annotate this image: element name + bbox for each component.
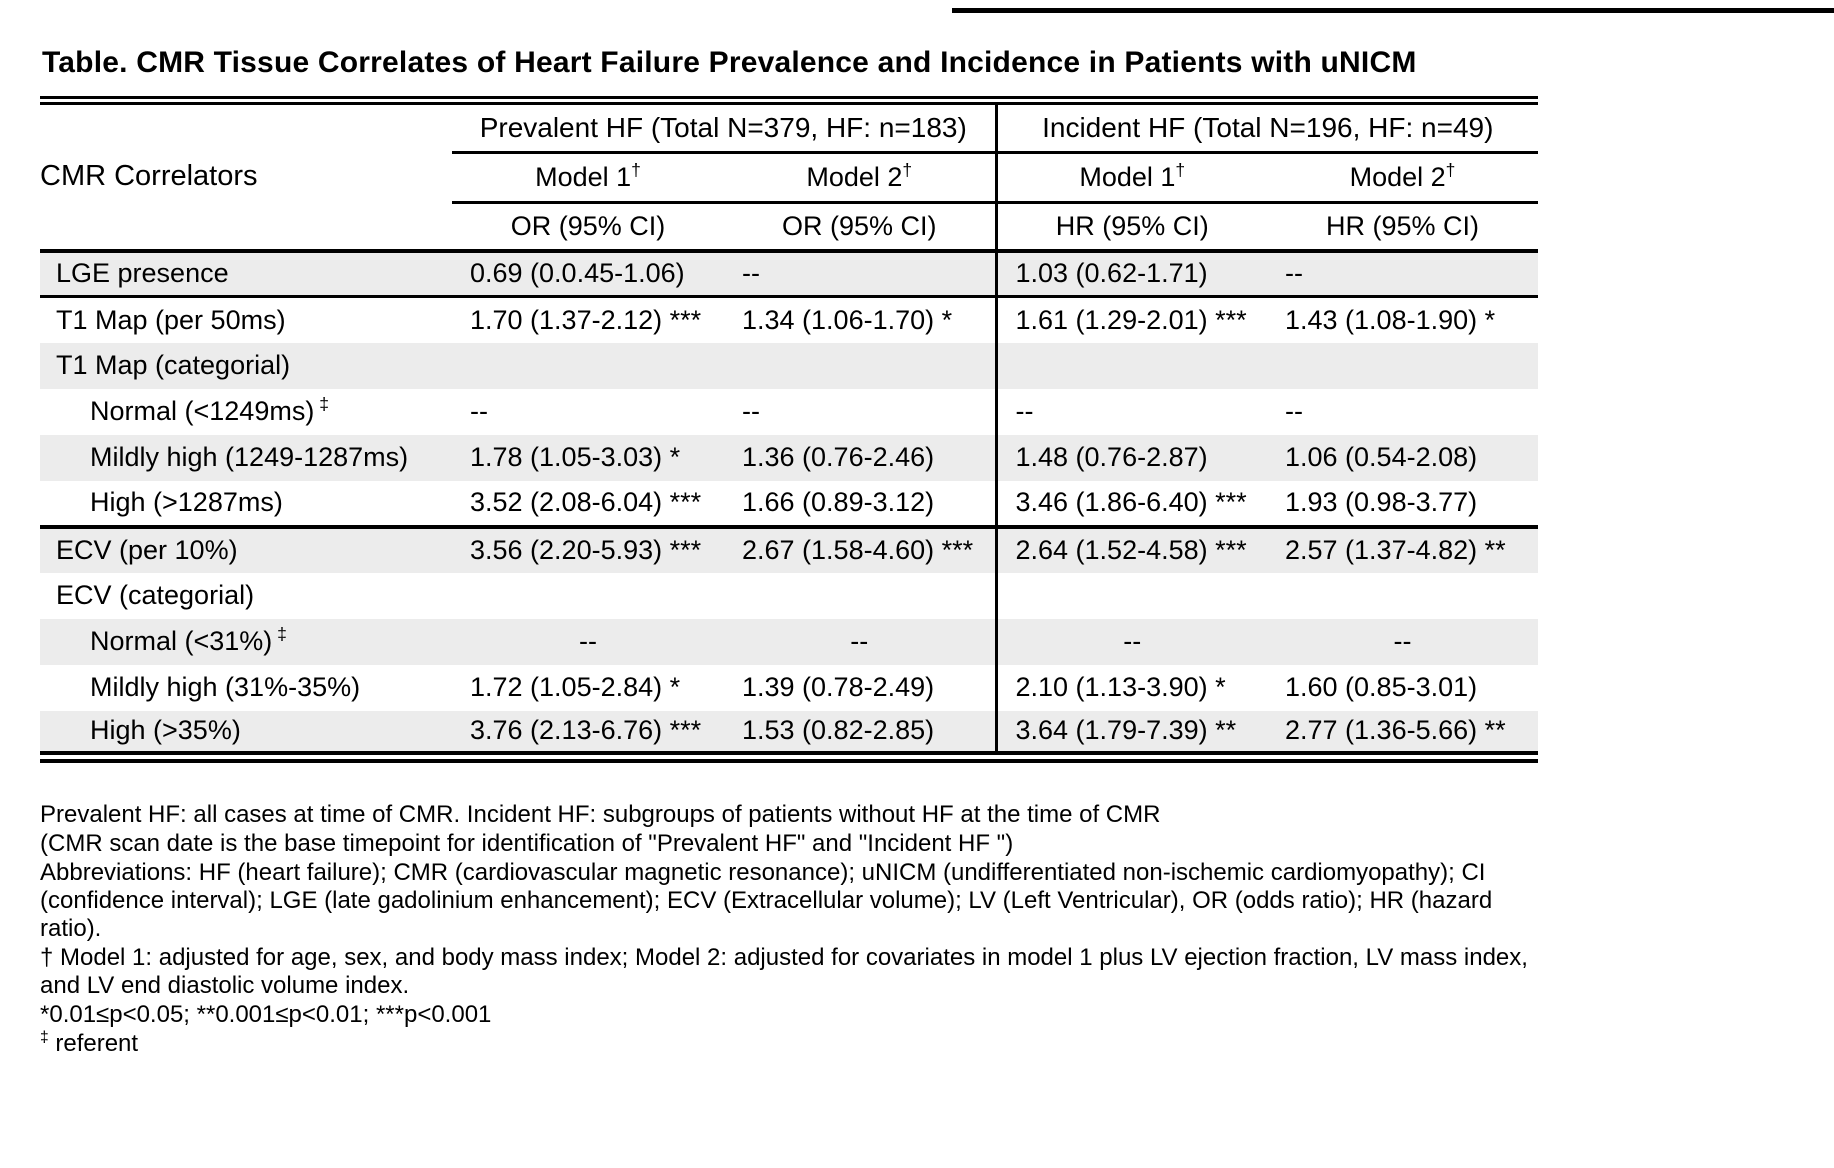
footnote-line-referent	[40, 1030, 1560, 1058]
table-row	[40, 711, 1538, 757]
value-cell: 1.34 (1.06-1.70) *	[742, 304, 953, 335]
value-cell: 1.06 (0.54-2.08)	[1267, 435, 1538, 481]
row-label: Normal (<1249ms) ‡	[90, 394, 329, 426]
footnote-line: (CMR scan date is the base timepoint for identification of "Prevalent HF" and "Incident HF ")	[40, 829, 1014, 857]
value-cell	[452, 573, 724, 619]
value-cell: 2.67 (1.58-4.60) ***	[724, 527, 996, 573]
footnote-line: Prevalent HF: all cases at time of CMR. Incident HF: subgroups of patients without HF at the time of CMR	[40, 800, 1161, 828]
double-dagger-symbol: ‡	[40, 1029, 49, 1047]
dagger-symbol: †	[1175, 160, 1186, 180]
value-cell: 1.43 (1.08-1.90) *	[1285, 304, 1496, 335]
group-header-row	[40, 101, 1538, 153]
measure-header-hr-1: HR (95% CI)	[996, 203, 1267, 251]
value-cell	[724, 573, 996, 619]
value-cell	[724, 343, 996, 389]
value-cell: 1.48 (0.76-2.87)	[996, 435, 1267, 481]
table-body	[40, 251, 1538, 757]
footnote-line: *0.01≤p<0.05; **0.001≤p<0.01; ***p<0.001	[40, 1001, 492, 1029]
value-cell: --	[1285, 396, 1303, 426]
dagger-symbol: †	[902, 160, 913, 180]
corner-header-cmr-correlators: CMR Correlators	[40, 101, 452, 251]
measure-header-hr-2: HR (95% CI)	[1267, 203, 1538, 251]
value-cell: 1.78 (1.05-3.03) *	[452, 435, 724, 481]
row-label: ECV (per 10%)	[40, 527, 452, 573]
value-cell	[996, 343, 1267, 389]
group-header-prevalent-hf: Prevalent HF (Total N=379, HF: n=183)	[452, 101, 996, 153]
value-cell: 2.64 (1.52-4.58) ***	[996, 527, 1267, 573]
model-header-prevalent-2	[724, 153, 996, 203]
value-cell	[1267, 573, 1538, 619]
table-title: Table. CMR Tissue Correlates of Heart Failure Prevalence and Incidence in Patients with uNICM	[42, 46, 1417, 79]
row-label: High (>35%)	[40, 711, 452, 757]
model-label: Model 1	[1079, 162, 1176, 192]
value-cell: 1.93 (0.98-3.77)	[1267, 481, 1538, 527]
value-cell: --	[742, 396, 760, 426]
value-cell: 1.39 (0.78-2.49)	[742, 672, 935, 702]
value-cell	[452, 343, 724, 389]
measure-header-or-1: OR (95% CI)	[452, 203, 724, 251]
row-label: ECV (categorial)	[56, 580, 255, 610]
value-cell: --	[724, 251, 996, 297]
top-edge-line	[952, 8, 1834, 13]
value-cell: 1.72 (1.05-2.84) *	[470, 672, 681, 702]
model-header-incident-1	[996, 153, 1267, 203]
model-label: Model 1	[535, 162, 632, 192]
value-cell: 1.70 (1.37-2.12) ***	[470, 304, 702, 335]
model-header-incident-2	[1267, 153, 1538, 203]
row-label: T1 Map (per 50ms)	[56, 304, 286, 335]
table-row	[40, 297, 1538, 343]
value-cell: 2.57 (1.37-4.82) **	[1267, 527, 1538, 573]
dagger-symbol: †	[631, 160, 641, 180]
measure-header-or-2: OR (95% CI)	[724, 203, 996, 251]
value-cell: 3.76 (2.13-6.76) ***	[452, 711, 724, 757]
table-row	[40, 665, 1538, 711]
value-cell	[1267, 343, 1538, 389]
row-label: T1 Map (categorial)	[40, 343, 452, 389]
dagger-symbol: †	[1445, 160, 1456, 180]
double-dagger-symbol: ‡	[314, 394, 329, 414]
value-cell: --	[452, 619, 724, 665]
row-label: Normal (<31%) ‡	[40, 619, 452, 665]
row-label: LGE presence	[40, 251, 452, 297]
table-row	[40, 343, 1538, 389]
table-header	[40, 101, 1538, 251]
footnote-line: † Model 1: adjusted for age, sex, and body mass index; Model 2: adjusted for covariates in model 1 plus LV ejection fraction, LV mass index, and LV end diastolic volume index.	[40, 943, 1528, 999]
value-cell: 3.46 (1.86-6.40) ***	[996, 481, 1267, 527]
value-cell: --	[996, 619, 1267, 665]
table-row	[40, 573, 1538, 619]
referent-text: referent	[48, 1030, 139, 1058]
cmr-correlates-table	[40, 96, 1538, 763]
table-row	[40, 251, 1538, 297]
value-cell: 1.66 (0.89-3.12)	[724, 481, 996, 527]
table-row	[40, 527, 1538, 573]
value-cell: 3.64 (1.79-7.39) **	[996, 711, 1267, 757]
value-cell: 0.69 (0.0.45-1.06)	[452, 251, 724, 297]
value-cell: 1.53 (0.82-2.85)	[724, 711, 996, 757]
model-label: Model 2	[806, 162, 903, 192]
value-cell: --	[1267, 251, 1538, 297]
value-cell: --	[724, 619, 996, 665]
footnote-line: Abbreviations: HF (heart failure); CMR (cardiovascular magnetic resonance); uNICM (undifferentiated non-ischemic cardiomyopathy); CI (confidence interval); LGE (late gadolinium enhancement); ECV (Extracellular volume); LV (Left Ventricular), OR (odds ratio); HR (hazard ratio).	[40, 858, 1493, 942]
table-row	[40, 389, 1538, 435]
double-dagger-symbol: ‡	[272, 624, 287, 644]
group-header-incident-hf: Incident HF (Total N=196, HF: n=49)	[996, 101, 1538, 153]
value-cell: 2.77 (1.36-5.66) **	[1267, 711, 1538, 757]
table-row	[40, 481, 1538, 527]
table-row	[40, 619, 1538, 665]
model-label: Model 2	[1349, 162, 1446, 192]
row-label: High (>1287ms)	[40, 481, 452, 527]
table-row	[40, 435, 1538, 481]
value-cell: --	[1267, 619, 1538, 665]
value-cell	[996, 573, 1267, 619]
value-cell: --	[470, 396, 488, 426]
value-cell: --	[996, 389, 1267, 435]
model-header-prevalent-1	[452, 153, 724, 203]
value-cell: 2.10 (1.13-3.90) *	[996, 665, 1267, 711]
value-cell: 1.60 (0.85-3.01)	[1285, 672, 1478, 702]
row-label: Mildly high (31%-35%)	[90, 672, 361, 702]
value-cell: 3.56 (2.20-5.93) ***	[452, 527, 724, 573]
value-cell: 1.03 (0.62-1.71)	[996, 251, 1267, 297]
value-cell: 1.36 (0.76-2.46)	[724, 435, 996, 481]
row-label: Mildly high (1249-1287ms)	[40, 435, 452, 481]
value-cell: 1.61 (1.29-2.01) ***	[996, 297, 1267, 343]
footnotes	[40, 801, 1560, 1059]
value-cell: 3.52 (2.08-6.04) ***	[452, 481, 724, 527]
